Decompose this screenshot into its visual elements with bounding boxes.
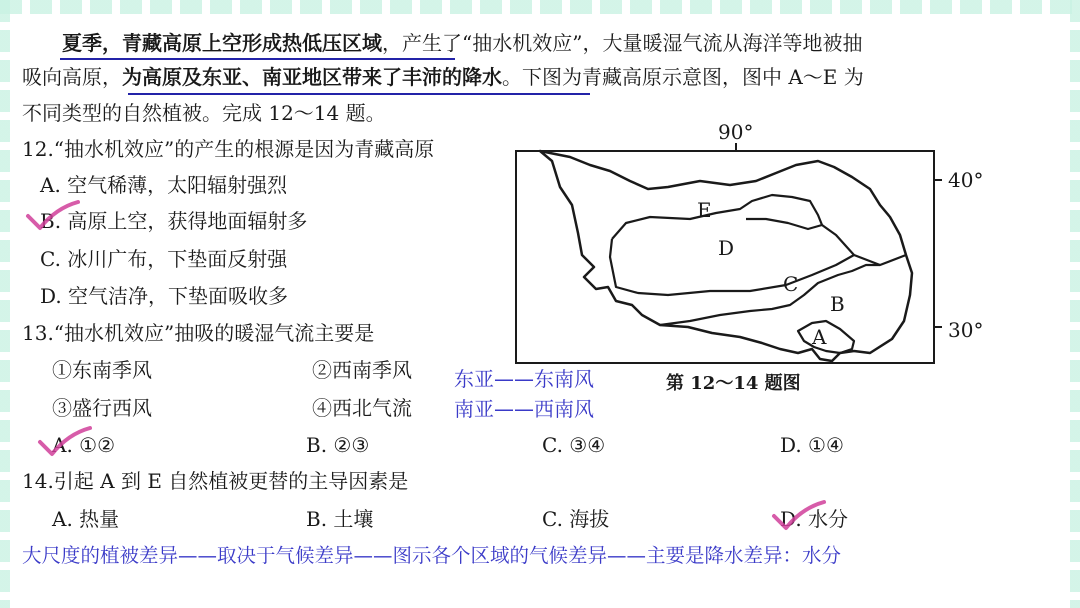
q12-stem: 12.“抽水机效应”的产生的根源是因为青藏高原 xyxy=(22,137,435,161)
annotation-summary: 大尺度的植被差异——取决于气候差异——图示各个区域的气候差异——主要是降水差异：水分 xyxy=(22,544,842,567)
q13-item-4: ④西北气流 xyxy=(312,396,412,420)
q12-option-d[interactable]: D. 空气洁净，下垫面吸收多 xyxy=(40,284,289,308)
check-mark-icon xyxy=(34,424,94,460)
q13-option-a[interactable]: A. ①② xyxy=(52,433,116,457)
annotation-east-asia: 东亚——东南风 xyxy=(454,367,594,391)
region-label-a: A xyxy=(812,325,827,349)
region-label-e: E xyxy=(697,198,712,222)
boundary-e xyxy=(612,195,822,239)
q12-option-b[interactable]: B. 高原上空，获得地面辐射多 xyxy=(40,209,308,233)
region-label-c: C xyxy=(783,272,799,296)
region-label-b: B xyxy=(830,292,845,316)
figure-caption: 第 12～14 题图 xyxy=(666,373,801,394)
q13-stem: 13.“抽水机效应”抽吸的暖湿气流主要是 xyxy=(22,321,375,345)
q13-item-1: ①东南季风 xyxy=(52,358,152,382)
boundary-c xyxy=(660,265,880,325)
latitude-label-30: 30° xyxy=(948,318,984,342)
decorative-frame-left xyxy=(0,0,10,608)
intro-highlight-2: 为高原及东亚、南亚地区带来了丰沛的降水 xyxy=(122,65,502,89)
intro-line-1 xyxy=(62,30,862,56)
q14-option-a[interactable]: A. 热量 xyxy=(52,507,120,531)
intro-line-3: 不同类型的自然植被。完成 12～14 题。 xyxy=(22,101,386,125)
q13-item-3: ③盛行西风 xyxy=(52,396,152,420)
decorative-frame-top xyxy=(0,0,1080,14)
q13-option-d[interactable]: D. ①④ xyxy=(780,433,844,457)
q13-item-2: ②西南季风 xyxy=(312,358,412,382)
boundary-d-east xyxy=(822,225,906,265)
check-mark-icon xyxy=(768,498,828,534)
q14-option-b[interactable]: B. 土壤 xyxy=(306,507,374,531)
latitude-label-40: 40° xyxy=(948,168,984,192)
longitude-label: 90° xyxy=(718,120,754,144)
q14-option-c[interactable]: C. 海拔 xyxy=(542,507,610,531)
intro-line-2 xyxy=(22,64,864,90)
check-mark-icon xyxy=(22,198,82,234)
q12-option-a[interactable]: A. 空气稀薄，太阳辐射强烈 xyxy=(40,173,288,197)
intro-text-1: ，产生了“抽水机效应”，大量暖湿气流从海洋等地被抽 xyxy=(382,31,863,55)
q14-stem: 14.引起 A 到 E 自然植被更替的主导因素是 xyxy=(22,469,409,493)
q13-option-b[interactable]: B. ②③ xyxy=(306,433,370,457)
underline-2 xyxy=(128,93,590,95)
tibetan-plateau-map xyxy=(500,115,1000,395)
annotation-south-asia: 南亚——西南风 xyxy=(454,397,594,421)
q13-option-c[interactable]: C. ③④ xyxy=(542,433,606,457)
decorative-frame-right xyxy=(1070,0,1080,608)
q12-option-c[interactable]: C. 冰川广布，下垫面反射强 xyxy=(40,247,288,271)
region-label-d: D xyxy=(718,236,735,260)
intro-highlight-1: 夏季，青藏高原上空形成热低压区域 xyxy=(62,31,382,55)
q14-option-d[interactable]: D. 水分 xyxy=(780,507,849,531)
intro-text-2a: 吸向高原， xyxy=(22,65,122,89)
intro-text-2c: 。下图为青藏高原示意图，图中 A～E 为 xyxy=(502,65,864,89)
underline-1 xyxy=(60,58,455,60)
